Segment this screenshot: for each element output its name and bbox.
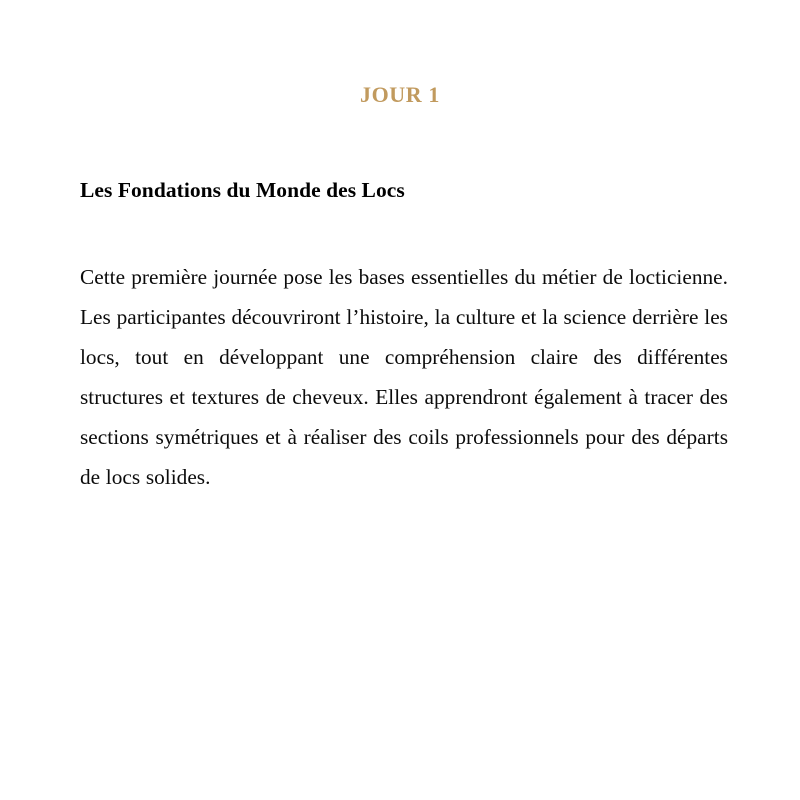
section-body-paragraph: Cette première journée pose les bases essentielles du métier de locticienne. Les participantes découvriront l’histoire, la culture et la science derrière les locs, tout en développant une compréhension claire des différentes structures et textures de cheveux. Elles apprendront également à tracer des sections symétriques et à réaliser des coils professionnels pour des départs de locs solides.	[80, 265, 728, 490]
section-heading: Les Fondations du Monde des Locs	[80, 178, 405, 202]
content-column	[80, 176, 728, 497]
day-title: JOUR 1	[360, 82, 440, 107]
